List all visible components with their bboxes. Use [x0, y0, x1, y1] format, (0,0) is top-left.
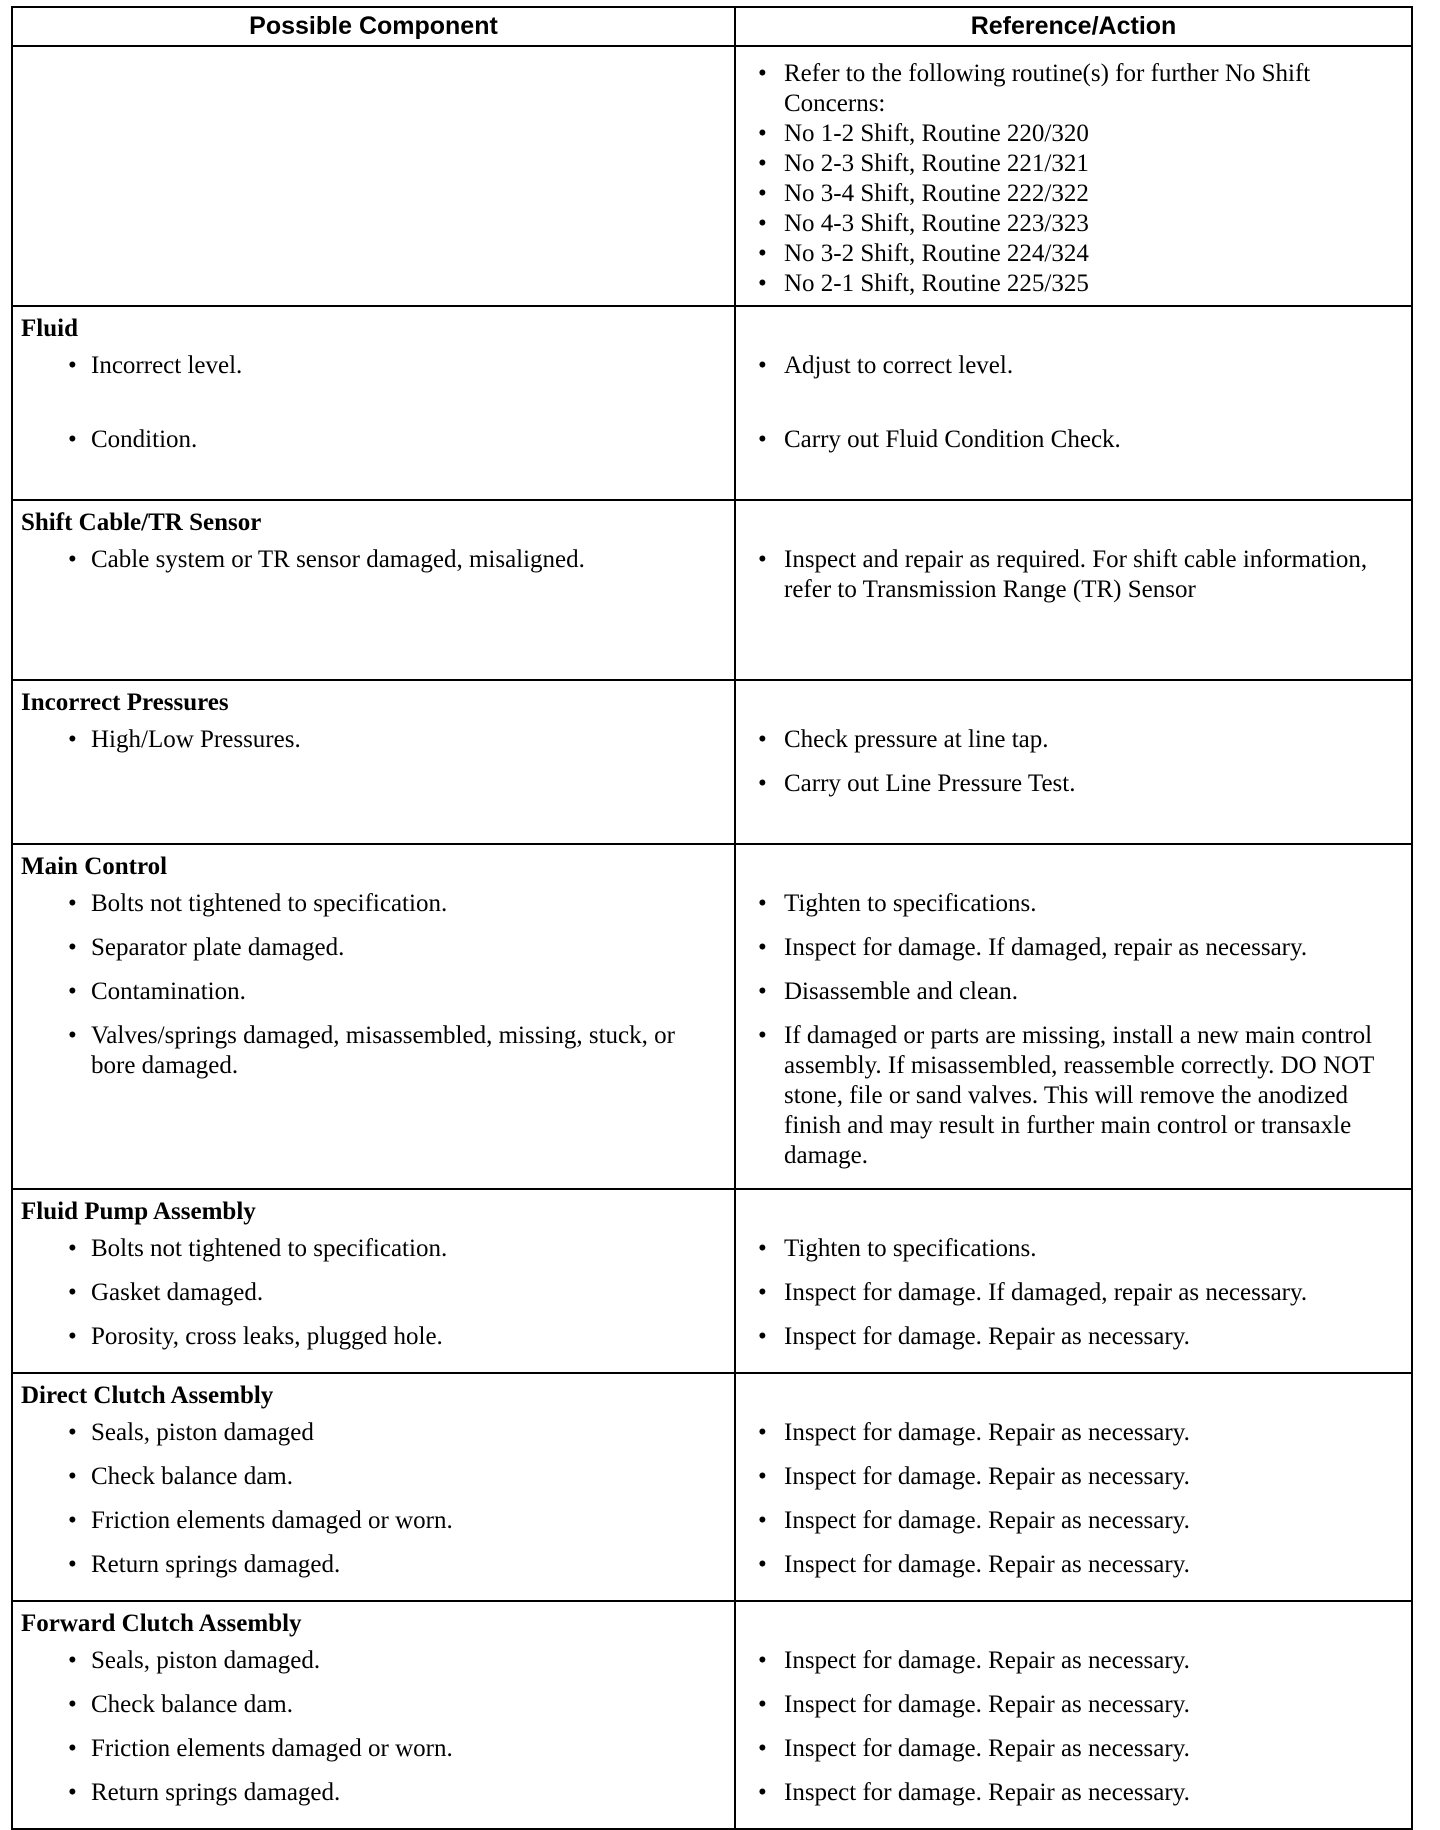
- action-item: • No 3-4 Shift, Routine 222/322: [744, 179, 1401, 209]
- group-row-fluid: [12, 306, 1412, 500]
- header-possible-component: Possible Component: [12, 7, 735, 46]
- component-item: • Valves/springs damaged, misassembled, missing, stuck, or bore damaged.: [21, 1021, 724, 1081]
- group-title: Incorrect Pressures: [21, 689, 229, 716]
- action-item: • Inspect for damage. Repair as necessary.: [744, 1778, 1401, 1808]
- component-item: • Friction elements damaged or worn.: [21, 1506, 724, 1536]
- action-item: • No 3-2 Shift, Routine 224/324: [744, 239, 1401, 269]
- component-item: • Bolts not tightened to specification.: [21, 1234, 724, 1264]
- intro-component-cell: [12, 46, 735, 306]
- action-cell: [735, 1189, 1412, 1373]
- component-item: • Seals, piston damaged: [21, 1418, 724, 1448]
- group-row-main-control: [12, 844, 1412, 1189]
- action-item: • Inspect for damage. If damaged, repair as necessary.: [744, 933, 1401, 963]
- component-item: • Condition.: [21, 425, 724, 455]
- intro-action-cell: [735, 46, 1412, 306]
- diagnostic-table: [11, 6, 1413, 1830]
- action-cell: [735, 1373, 1412, 1601]
- component-cell: [12, 680, 735, 844]
- action-item: • No 2-3 Shift, Routine 221/321: [744, 149, 1401, 179]
- group-title: Fluid: [21, 315, 78, 342]
- action-item: • Tighten to specifications.: [744, 1234, 1401, 1264]
- action-item: • Tighten to specifications.: [744, 889, 1401, 919]
- component-item: • Check balance dam.: [21, 1690, 724, 1720]
- action-item: • Inspect for damage. Repair as necessary.: [744, 1462, 1401, 1492]
- component-item: • Cable system or TR sensor damaged, misaligned.: [21, 545, 724, 575]
- group-title: Direct Clutch Assembly: [21, 1382, 274, 1409]
- action-item: • Check pressure at line tap.: [744, 725, 1401, 755]
- action-item: • Inspect for damage. Repair as necessary.: [744, 1550, 1401, 1580]
- group-row-fluid-pump-assembly: [12, 1189, 1412, 1373]
- action-item: • Inspect for damage. Repair as necessary.: [744, 1322, 1401, 1352]
- group-row-shift-cable-tr-sensor: [12, 500, 1412, 680]
- action-cell: [735, 844, 1412, 1189]
- action-item: • Adjust to correct level.: [744, 351, 1401, 381]
- table-header-row: [12, 7, 1412, 46]
- component-item: • Seals, piston damaged.: [21, 1646, 724, 1676]
- component-cell: [12, 500, 735, 680]
- component-cell: [12, 1373, 735, 1601]
- action-cell: [735, 1601, 1412, 1829]
- action-cell: [735, 680, 1412, 844]
- component-item: • Check balance dam.: [21, 1462, 724, 1492]
- action-item: • Carry out Fluid Condition Check.: [744, 425, 1401, 455]
- component-item: • Bolts not tightened to specification.: [21, 889, 724, 919]
- component-item: • High/Low Pressures.: [21, 725, 724, 755]
- action-item: • No 4-3 Shift, Routine 223/323: [744, 209, 1401, 239]
- action-cell: [735, 306, 1412, 500]
- action-item: • Disassemble and clean.: [744, 977, 1401, 1007]
- action-item: • Inspect for damage. Repair as necessary.: [744, 1646, 1401, 1676]
- component-item: • Incorrect level.: [21, 351, 724, 381]
- component-item: • Friction elements damaged or worn.: [21, 1734, 724, 1764]
- action-item: • Inspect for damage. Repair as necessary.: [744, 1506, 1401, 1536]
- group-row-direct-clutch-assembly: [12, 1373, 1412, 1601]
- intro-row: [12, 46, 1412, 306]
- component-item: • Porosity, cross leaks, plugged hole.: [21, 1322, 724, 1352]
- component-item: • Gasket damaged.: [21, 1278, 724, 1308]
- header-reference-action: Reference/Action: [735, 7, 1412, 46]
- component-item: • Return springs damaged.: [21, 1550, 724, 1580]
- group-row-forward-clutch-assembly: [12, 1601, 1412, 1829]
- group-title: Shift Cable/TR Sensor: [21, 509, 262, 536]
- action-item: • Inspect and repair as required. For shift cable information, refer to Transmission Range (TR) Sensor: [744, 545, 1401, 605]
- component-cell: [12, 1189, 735, 1373]
- component-item: • Contamination.: [21, 977, 724, 1007]
- component-cell: [12, 306, 735, 500]
- action-item: • If damaged or parts are missing, install a new main control assembly. If misassembled, reassemble correctly. DO NOT stone, file or sand valves. This will remove the anodized finish and may result in further main control or transaxle damage.: [744, 1021, 1401, 1171]
- action-item: • Carry out Line Pressure Test.: [744, 769, 1401, 799]
- action-item: • No 2-1 Shift, Routine 225/325: [744, 269, 1401, 299]
- group-title: Fluid Pump Assembly: [21, 1198, 256, 1225]
- action-item: • Inspect for damage. Repair as necessary.: [744, 1734, 1401, 1764]
- component-cell: [12, 1601, 735, 1829]
- group-title: Forward Clutch Assembly: [21, 1610, 302, 1637]
- component-item: • Separator plate damaged.: [21, 933, 724, 963]
- group-row-incorrect-pressures: [12, 680, 1412, 844]
- action-item: • No 1-2 Shift, Routine 220/320: [744, 119, 1401, 149]
- action-item: • Refer to the following routine(s) for further No Shift Concerns:: [744, 59, 1401, 119]
- action-cell: [735, 500, 1412, 680]
- action-item: • Inspect for damage. If damaged, repair as necessary.: [744, 1278, 1401, 1308]
- component-item: • Return springs damaged.: [21, 1778, 724, 1808]
- action-item: • Inspect for damage. Repair as necessary.: [744, 1690, 1401, 1720]
- component-cell: [12, 844, 735, 1189]
- action-item: • Inspect for damage. Repair as necessary.: [744, 1418, 1401, 1448]
- group-title: Main Control: [21, 853, 168, 880]
